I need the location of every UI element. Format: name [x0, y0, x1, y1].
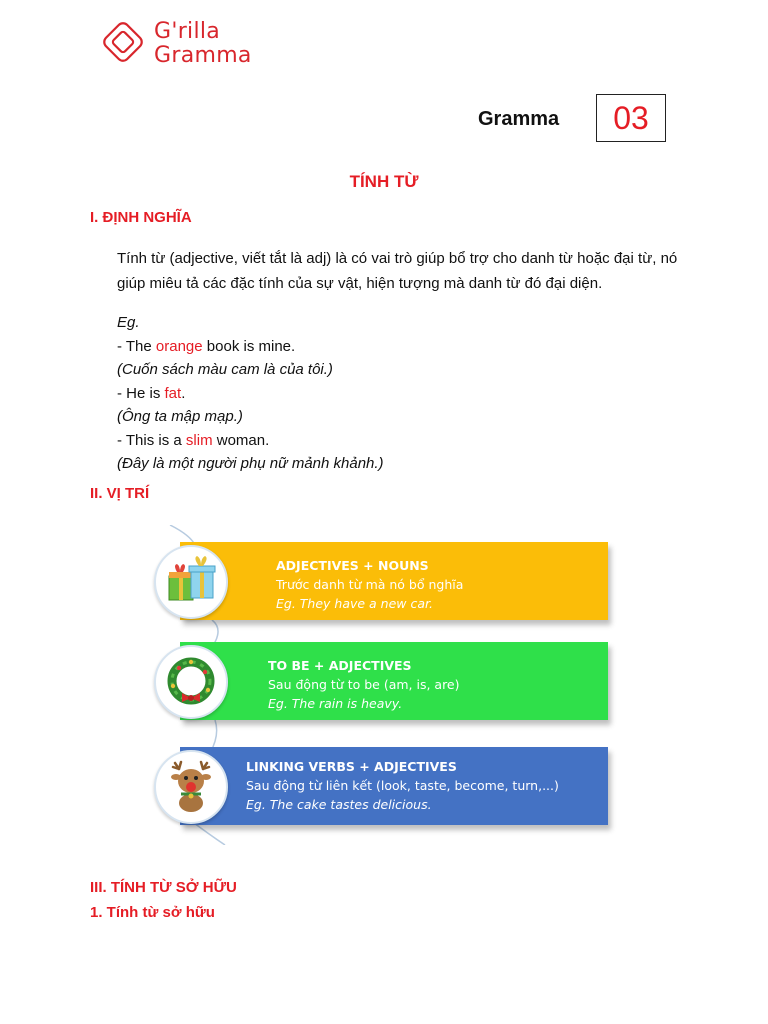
- example-prefix: - He is: [117, 384, 165, 402]
- brand-line-2: Gramma: [154, 43, 252, 68]
- band-title: TO BE + ADJECTIVES: [268, 658, 412, 673]
- examples-block: [117, 311, 384, 476]
- example-translation: (Cuốn sách màu cam là của tôi.): [117, 361, 333, 378]
- example-suffix: book is mine.: [202, 337, 296, 355]
- section-3-heading: III. TÍNH TỪ SỞ HỮU: [90, 879, 237, 896]
- band-description: Sau động từ liên kết (look, taste, become, turn,...): [246, 778, 559, 793]
- example-prefix: - This is a: [117, 431, 186, 449]
- reindeer-icon: [161, 757, 221, 817]
- example-sentence: [117, 382, 384, 406]
- section-2-heading: II. VỊ TRÍ: [90, 485, 150, 502]
- section-1-heading: I. ĐỊNH NGHĨA: [90, 209, 192, 226]
- brand-logo: [96, 16, 252, 72]
- gift-circle: [154, 545, 228, 619]
- band-title: ADJECTIVES + NOUNS: [276, 558, 429, 573]
- example-highlight: orange: [155, 337, 203, 355]
- example-suffix: .: [181, 384, 186, 402]
- example-translation: (Ông ta mập mạp.): [117, 408, 243, 425]
- lesson-number: 03: [596, 94, 666, 142]
- brand-line-1: G'rilla: [154, 19, 221, 44]
- header-label: Gramma: [478, 108, 560, 130]
- christmas-wreath-icon: [161, 652, 221, 712]
- example-translation: (Đây là một người phụ nữ mảnh khảnh.): [117, 455, 384, 472]
- brand-name: [154, 20, 252, 68]
- band-description: Sau động từ to be (am, is, are): [268, 677, 460, 692]
- section-3-subheading: 1. Tính từ sở hữu: [90, 904, 215, 921]
- adjective-position-infographic: [150, 525, 615, 845]
- definition-paragraph: Tính từ (adjective, viết tắt là adj) là có vai trò giúp bổ trợ cho danh từ hoặc đại từ, nó giúp miêu tả các đặc tính của sự vật, hiện tượng mà danh từ đó đại diện.: [117, 250, 678, 292]
- band-linking-verbs-adjectives: [180, 747, 608, 825]
- band-example: Eg. They have a new car.: [276, 596, 433, 611]
- band-example: Eg. The rain is heavy.: [268, 696, 403, 711]
- band-title: LINKING VERBS + ADJECTIVES: [246, 759, 457, 774]
- band-example: Eg. The cake tastes delicious.: [246, 797, 432, 812]
- band-text: [268, 656, 460, 713]
- example-highlight: slim: [185, 431, 213, 449]
- page-title: TÍNH TỪ: [349, 172, 419, 191]
- reindeer-circle: [154, 750, 228, 824]
- band-description: Trước danh từ mà nó bổ nghĩa: [276, 577, 464, 592]
- example-sentence: [117, 429, 384, 453]
- band-adjectives-nouns: [180, 542, 608, 620]
- example-highlight: fat: [164, 384, 182, 402]
- example-sentence: [117, 335, 384, 359]
- gift-boxes-icon: [161, 552, 221, 612]
- band-to-be-adjectives: [180, 642, 608, 720]
- eg-label: Eg.: [117, 314, 140, 331]
- diamond-logo-icon: [96, 16, 150, 72]
- band-text: [276, 556, 463, 613]
- example-prefix: - The: [117, 337, 156, 355]
- example-suffix: woman.: [212, 431, 270, 449]
- band-text: [246, 757, 559, 814]
- wreath-circle: [154, 645, 228, 719]
